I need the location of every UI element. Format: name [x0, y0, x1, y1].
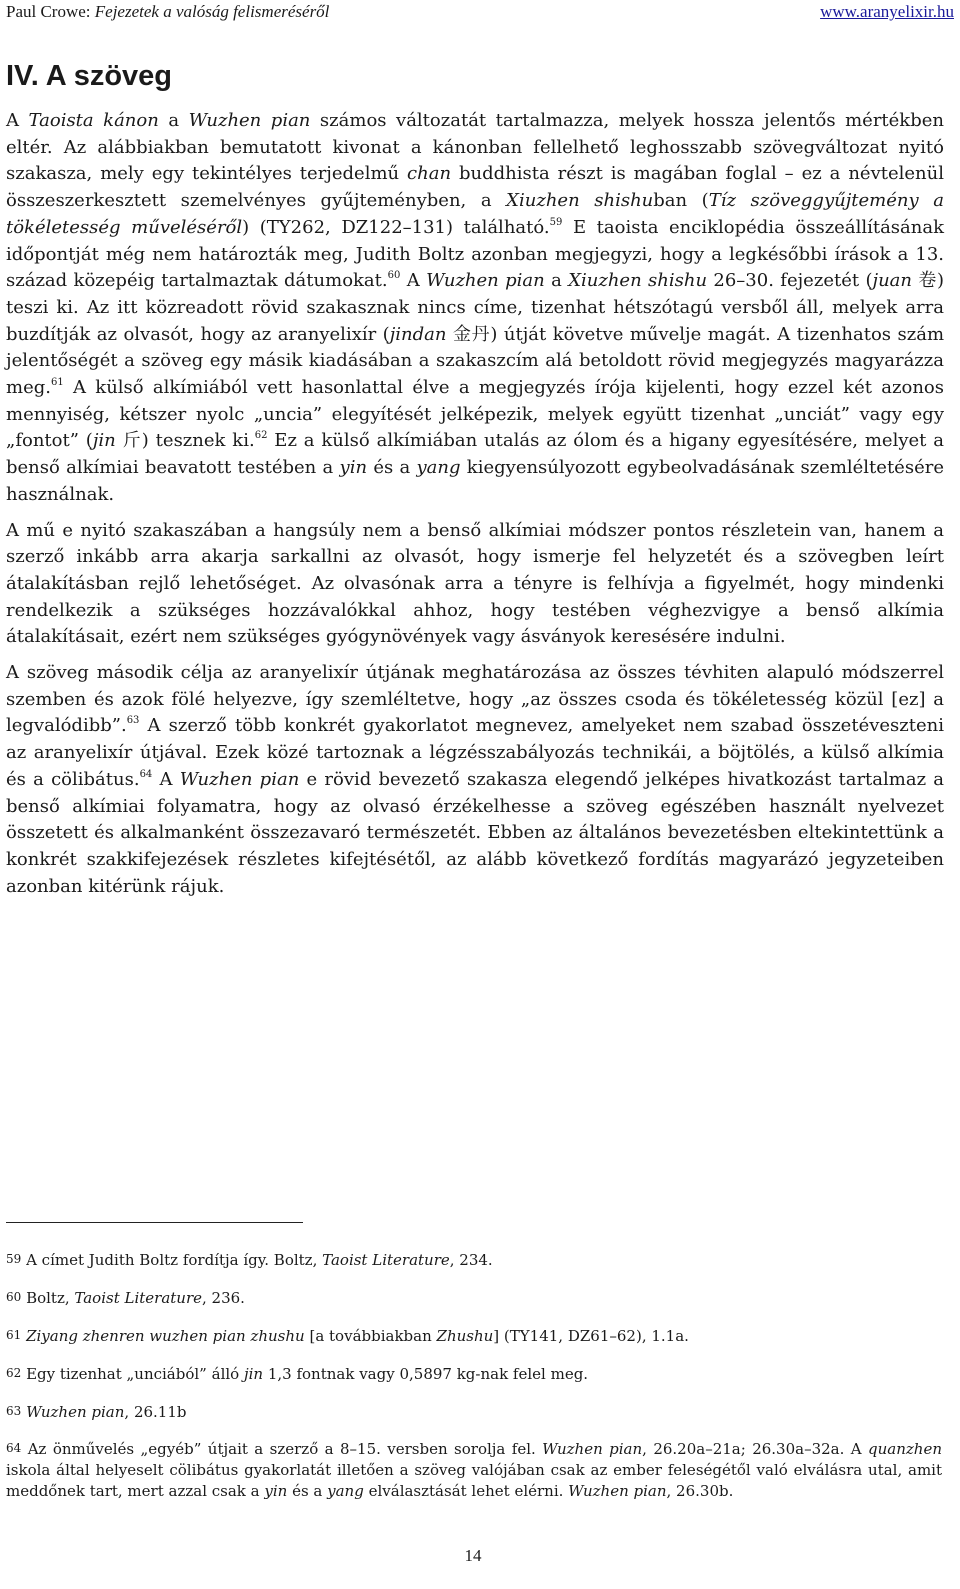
footnote-separator [6, 1222, 303, 1223]
text-run: A címet Judith Boltz fordítja így. Boltz, [26, 1251, 323, 1269]
text-run: elválasztását lehet elérni. [363, 1482, 569, 1500]
text-run: , 26.30b. [666, 1482, 734, 1500]
text-run: , 234. [449, 1251, 493, 1269]
text-run: buddhista részt is magában foglal – ez a névtelenül összeszerkesztett szemelvényes gyűjteményben, a [6, 163, 944, 212]
text-run: 26–30. fejezetét ( [707, 270, 873, 292]
footnote-ref: 63 [126, 715, 140, 727]
italic-text: Taoist Literature [322, 1251, 450, 1269]
page-number: 14 [464, 1546, 482, 1565]
italic-text: jin [92, 430, 116, 452]
italic-text: Tíz szöveggyűjtemény a tökéletesség műveléséről [6, 190, 944, 238]
text-run: A mű e nyitó szakaszában a hangsúly nem a benső alkímiai módszer pontos részletein van, hanem a szerző inkább arra akarja sarkallni az olvasót, hogy ismerje fel helyzetét és a szövegben leírt átalakításban rejlő lehetőséget. Az olvasónak arra a tényre is felhívja a figyelmét, hogy mindenki rendelkezik a szükséges hozzávalókkal ahhoz, hogy testében véghezvigye a benső alkímia átalakításait, ezért nem szükséges gyógynövények vagy ásványok keresésére indulni. [6, 519, 944, 648]
footnote-ref: 61 [50, 377, 64, 389]
text-run: A szöveg második célja az aranyelixír útjának meghatározása az összes tévhiten alapuló módszerrel szemben és azok fölé helyezve, így szemléltetve, hogy „az összes csoda és tökéletesség közül [ez] a legvalódibb”. [6, 662, 944, 737]
page-header [6, 2, 954, 24]
text-run: Boltz, [26, 1289, 75, 1307]
footnote-ref: 59 [549, 216, 563, 228]
footnote [6, 1438, 942, 1502]
footnote-ref: 60 [387, 270, 401, 282]
text-run: és a [367, 457, 417, 479]
italic-text: Wuzhen pian [568, 1482, 667, 1500]
text-run: A szerző több konkrét gyakorlatot megnevez, amelyeket nem szabad összetéveszteni az aranyelixír útjával. Ezek közé tartoznak a légzésszabályozás technikái, a böjtölés, a külső alkímia és a cölibátus. [6, 715, 944, 790]
footnote [6, 1286, 942, 1309]
footnote-number: 62 [6, 1366, 22, 1380]
text-run: 斤) tesznek ki. [115, 430, 255, 452]
section-title: IV. A szöveg [6, 60, 173, 92]
footnote [6, 1400, 942, 1423]
italic-text: Wuzhen pian [426, 270, 545, 292]
text-run: Az önművelés „egyéb” útjait a szerző a 8–15. versben sorolja fel. [27, 1440, 543, 1458]
text-run: ] (TY141, DZ61–62), 1.1a. [493, 1327, 689, 1345]
italic-text: juan [872, 270, 912, 292]
text-run: A [6, 110, 29, 131]
italic-text: chan [407, 163, 452, 185]
text-run: ) (TY262, DZ122–131) található. [242, 216, 550, 238]
header-book-title: Fejezetek a valóság felismeréséről [94, 2, 330, 21]
italic-text: jindan [389, 323, 447, 345]
text-run: e rövid bevezető szakasza elegendő jelképes hivatkozást tartalmaz a benső alkímiai folyamatra, hogy az olvasó érzékelhesse a szöveg egészében használt nyelvezet összetett és alkalmanként összezavaró természetét. Ebben az általános bevezetésben eltekintettünk a konkrét szakkifejezések részletes kifejtésétől, az alább következő fordítás magyarázó jegyzeteiben azonban kitérünk rájuk. [6, 768, 945, 897]
italic-text: Wuzhen pian [26, 1403, 125, 1421]
footnote-number: 60 [6, 1290, 22, 1304]
text-run: 金丹) útját követve művelje magát. A tizenhatos szám jelentőségét a szöveg egy másik kiadásában a szakaszcím alá betoldott rövid megjegyzés magyarázza meg. [6, 323, 945, 399]
main-text [6, 108, 944, 909]
text-run: a [544, 270, 569, 292]
text-run: 1,3 fontnak vagy 0,5897 kg-nak felel meg. [263, 1365, 589, 1383]
footnote [6, 1362, 942, 1385]
body-paragraph [6, 518, 944, 652]
footnotes [6, 1248, 942, 1517]
text-run: kiegyensúlyozott egybeolvadásának szemléltetésére használnak. [6, 457, 944, 505]
italic-text: Zhushu [436, 1327, 494, 1345]
text-run: , 26.20a–21a; 26.30a–32a. A [642, 1440, 869, 1458]
italic-text: Wuzhen pian [179, 768, 300, 790]
text-run: A [152, 768, 180, 790]
footnote-number: 61 [6, 1328, 22, 1342]
text-run: ban ( [653, 190, 709, 212]
italic-text: Taoista kánon [28, 110, 159, 131]
text-run: , 236. [202, 1289, 245, 1307]
footnote-ref: 64 [139, 768, 153, 780]
italic-text: Taoist Literature [74, 1289, 203, 1307]
text-run: , 26.11b [124, 1403, 187, 1421]
italic-text: quanzhen [868, 1440, 942, 1458]
text-run: A külső alkímiából vett hasonlattal élve a megjegyzés írója kijelenti, hogy ezzel két azonos mennyiség, kétszer nyolc „uncia” elegyítését jelképezik, melyek együtt tizenhat „unciát” vagy egy „fontot” ( [6, 377, 944, 452]
italic-text: Xiuzhen shishu [506, 190, 654, 212]
italic-text: yin [264, 1482, 288, 1500]
body-paragraph [6, 108, 944, 509]
footnote [6, 1324, 942, 1347]
italic-text: yang [327, 1482, 364, 1500]
italic-text: yin [339, 457, 368, 479]
italic-text: Wuzhen pian [188, 110, 311, 131]
italic-text: Wuzhen pian [542, 1440, 643, 1458]
text-run: Egy tizenhat „unciából” álló [26, 1365, 244, 1383]
body-paragraph [6, 660, 944, 900]
text-run: A [400, 270, 427, 292]
text-run: [a továbbiakban [304, 1327, 437, 1345]
text-run: E taoista enciklopédia összeállításának időpontját még nem határozták meg, Judith Boltz azonban megjegyzi, hogy a legkésőbbi írások a 13. század közepéig tartalmaztak dátumokat. [6, 216, 944, 292]
text-run: 卷) teszi ki. Az itt közreadott rövid szakasznak nincs címe, tizenhat hétszótagú versből áll, melyek arra buzdítják az olvasót, hogy az aranyelixír ( [6, 270, 944, 345]
header-author: Paul Crowe: [6, 2, 91, 21]
text-run: iskola által helyeselt cölibátus gyakorlatát illetően a szöveg valójában csak az ember feleségétől való elválásra utal, amit meddőnek tart, mert azzal csak a [6, 1461, 942, 1500]
footnote [6, 1248, 942, 1271]
footnote-number: 64 [6, 1441, 22, 1455]
header-left [6, 2, 329, 22]
italic-text: Xiuzhen shishu [568, 270, 708, 292]
footnote-number: 63 [6, 1404, 22, 1418]
italic-text: jin [243, 1365, 264, 1383]
header-site-link[interactable]: www.aranyelixir.hu [820, 2, 954, 21]
text-run: és a [287, 1482, 328, 1500]
footnote-ref: 62 [254, 430, 268, 442]
text-run: számos változatát tartalmazza, melyek hossza jelentős mértékben eltér. Az alábbiakban bemutatott kivonat a kánonban fellelhető leghosszabb szövegváltozat nyitó szakasza, mely egy tekintélyes terjedelmű [6, 110, 944, 185]
italic-text: yang [416, 457, 461, 479]
text-run: a [158, 110, 189, 131]
text-run: Ez a külső alkímiában utalás az ólom és a higany egyesítésére, melyet a benső alkímiai beavatott testében a [6, 430, 944, 479]
italic-text: Ziyang zhenren wuzhen pian zhushu [26, 1327, 305, 1345]
footnote-number: 59 [6, 1252, 22, 1266]
